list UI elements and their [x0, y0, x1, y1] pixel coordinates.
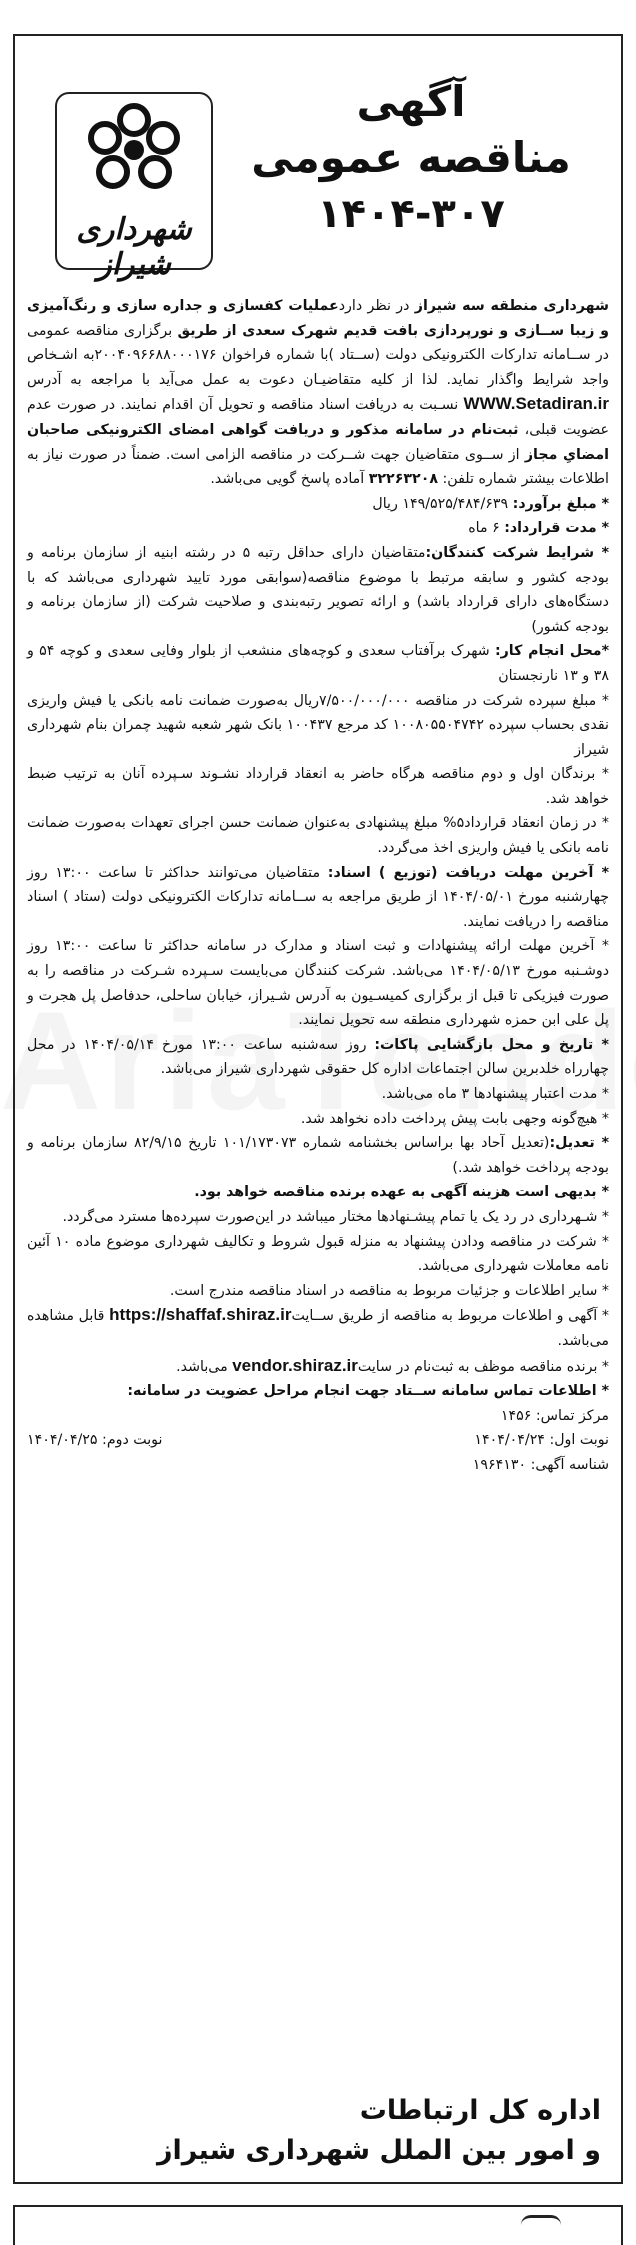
deposit-item: * مبلغ سپرده شرکت در مناقصه ۷/۵۰۰/۰۰۰/۰۰۰ریال به‌صورت ضمانت نامه بانکی یا فیش واریزی نقدی بحساب سپرده ۱۰۰۸۰۵۵۰۴۷۴۲ کد مرجع ۱۰۰۴۳۷ بانک شهر شعبه شهید چمران بنام شهرداری شیراز: [27, 692, 609, 758]
place-item: [27, 639, 609, 688]
call-center: مرکز تماس: ۱۴۵۶: [500, 1407, 609, 1424]
conditions-label: * شرایط شرکت کنندگان:: [425, 544, 609, 561]
footer-line-2: و امور بین الملل شهرداری شیراز: [156, 2135, 601, 2166]
opening-value: روز سه‌شنبه ساعت ۱۳:۰۰ مورخ ۱۴۰۴/۰۵/۱۴ در محل چهارراه خلدبرین سالن اجتماعات اداره کل حقوقی شهرداری شیراز می‌باشد.: [27, 1036, 609, 1078]
duration-value: ۶ ماه: [468, 520, 505, 537]
shaffaf-text: * آگهی و اطلاعات مربوط به مناقصه از طریق ســایت: [291, 1308, 610, 1325]
guarantee-item: * در زمان انعقاد قرارداد۵% مبلغ پیشنهادی به‌عنوان ضمانت حسن اجرای تعهدات به‌صورت ضمانت نامه بانکی یا فیش واریزی اخذ می‌گردد.: [27, 815, 610, 857]
estimate-item: [27, 492, 609, 517]
other-info-item: * سایر اطلاعات و جزئیات مربوط به مناقصه در اسناد مناقصه مندرج است.: [169, 1282, 609, 1299]
intro-text-2: برگزاری مناقصه عمومی در ســامانه تدارکات الکترونیکی دولت (ســتاد )با شماره فراخوان ۲۰۰۴۰۹۶۶۸۸۰۰۰۱۷۶به اشـخاص واجد شرایط واگذار نماید. لذا از کلیه متقاضیـان دعوت به عمل می‌آید با مراجعه به آدرس: [27, 322, 609, 388]
ad-title: آگهی: [356, 77, 466, 126]
logo-text: شهرداری شیراز: [76, 212, 192, 282]
opening-label: * تاریخ و محل بازگشایی پاکات:: [374, 1036, 609, 1053]
setadiran-link[interactable]: WWW.Setadiran.ir: [463, 394, 609, 414]
intro-text-1: در نظر دارد: [338, 298, 415, 314]
ad-body: [27, 294, 609, 1478]
footer-line-1: اداره کل ارتباطات: [359, 2095, 601, 2126]
place-value: شهرک برآفتاب سعدی و کوچه‌های منشعب از بلوار وفایی سعدی و کوچه ۵۴ و ۳۸ و ۱۳ نارنجستان: [27, 643, 609, 684]
contact-label: * اطلاعات تماس سامانه ســتاد جهت انجام مراحل عضویت در سامانه:: [127, 1383, 609, 1400]
receive-value: متقاضیان می‌توانند حداکثر تا ساعت ۱۳:۰۰ روز چهارشنبه مورخ ۱۴۰۴/۰۵/۰۱ از طریق مراجعه به ســامانه تدارکات الکترونیکی دولت (ستاد ) اسناد مناقصه را دریافت نمایند.: [27, 864, 610, 930]
duration-label: * مدت قرارداد:: [504, 520, 609, 537]
organizer: شهرداری منطقه سه شیراز: [414, 298, 609, 314]
intro-paragraph: [27, 294, 609, 492]
vendor-text-2: می‌باشد.: [176, 1358, 233, 1375]
adjustment-value: (تعدیل آحاد بها براساس بخشنامه شماره ۱۰۱/۱۷۳۰۷۳ تاریخ ۸۲/۹/۱۵ سازمان برنامه و بودجه پرداخت خواهد شد.): [27, 1135, 609, 1176]
shiraz-municipality-logo: [55, 92, 213, 282]
phone-number: ۳۲۲۶۳۲۰۸: [368, 471, 439, 488]
next-ad-edge: [13, 2205, 623, 2245]
ad-id: شناسه آگهی: ۱۹۶۴۱۳۰: [472, 1456, 609, 1473]
first-turn: نوبت اول: ۱۴۰۴/۰۴/۲۴: [474, 1432, 609, 1449]
validity-item: * مدت اعتبار پیشنهادها ۳ ماه می‌باشد.: [381, 1086, 609, 1102]
conditions-item: [27, 541, 609, 639]
place-label: *محل انجام کار:: [494, 643, 609, 660]
conditions-value: متقاضیان دارای حداقل رتبه ۵ در رشته ابنیه از سازمان برنامه و بودجه کشور و سابقه مرتبط با موضوع مناقصه(سوابقی مورد تایید شهرداری می‌باشد که با دستگاه‌های دارای قرارداد باشد) و ارائه تصویر رتبه‌بندی و صلاحیت شرکت (از سازمان برنامه و بودجه کشور): [27, 544, 609, 635]
second-turn: نوبت دوم: ۱۴۰۴/۰۴/۲۵: [27, 1432, 163, 1449]
receive-docs-item: [27, 861, 609, 935]
project-subject: عملیات کفسازی و جداره سازی و رنگ‌آمیزی و زیبا ســازی و نورپردازی بافت قدیم شهرک سعدی از طریق: [27, 298, 609, 339]
tender-ad: [13, 34, 623, 2184]
intro-text-5: آماده پاسخ گویی می‌باشد.: [210, 471, 369, 488]
adjustment-item: [27, 1131, 609, 1180]
receive-label: * آخرین مهلت دریافت (توزیع ) اسناد:: [327, 864, 609, 881]
submit-item: * آخرین مهلت ارائه پیشنهادات و ثبت اسناد و مدارک در سامانه حداکثر تا ساعت ۱۳:۰۰ روز دوشـنبه مورخ ۱۴۰۴/۰۵/۱۳ می‌باشد. شرکت کنندگان می‌بایست سـپرده شـرکت در مناقصه را به صورت فیزیکی تا قبل از برگزاری کمیسـیون به آدرس شـیراز، خیابان ساحلی، حدفاصل پل هجرت و پل علی ابن حمزه شهرداری منطقه سه تحویل نمایند.: [27, 938, 610, 1029]
shaffaf-link[interactable]: https://shaffaf.shiraz.ir: [109, 1305, 292, 1325]
adjustment-label: * تعدیل:: [549, 1135, 609, 1152]
ad-footer: [27, 2091, 609, 2171]
estimate-value: ۱۴۹/۵۲۵/۴۸۴/۶۳۹ ریال: [372, 495, 513, 512]
shaffaf-item: [27, 1303, 609, 1353]
ad-titles: [231, 74, 591, 242]
vendor-item: [27, 1354, 609, 1380]
duration-item: [27, 516, 609, 541]
flower-emblem-icon: [75, 102, 193, 202]
registration-requirement: ثبت‌نام در سامانه مذکور و دریافت گواهی امضای الکترونیکی صاحبان امضایِ مجاز: [27, 421, 609, 463]
tender-number: ۱۴۰۴-۳۰۷: [317, 191, 505, 237]
vendor-link[interactable]: vendor.shiraz.ir: [232, 1355, 358, 1375]
intro-text-4: از ســوی متقاضیان جهت شــرکت در مناقصه الزامی است. ضمناً در صورت نیاز به اطلاعات بیشتر شماره تلفن:: [27, 446, 609, 488]
estimate-label: * مبلغ برآورد:: [512, 495, 609, 512]
shaffaf-text-2: قابل مشاهده می‌باشد.: [27, 1308, 609, 1349]
reject-item: * شـهرداری در رد یک یا تمام پیشـنهادها مختار میباشد در این‌صورت سپرده‌ها مسترد می‌گردد.: [62, 1208, 609, 1225]
vendor-text: * برنده مناقصه موظف به ثبت‌نام در سایت: [357, 1358, 609, 1375]
next-ad-corner: [521, 2215, 561, 2226]
prepayment-item: * هیچ‌گونه وجهی بابت پیش پرداخت داده نخواهد شد.: [300, 1110, 609, 1127]
ad-subtitle: مناقصه عمومی: [251, 133, 571, 182]
ad-header: [25, 54, 611, 284]
acceptance-item: * شرکت در مناقصه ودادن پیشنهاد به منزله قبول شروط و تکالیف شهرداری موضوع ماده ۱۰ آئین نامه معاملات شهرداری می‌باشد.: [27, 1233, 609, 1275]
intro-text-3: نسـبت به دریافت اسناد مناقصه و تحویل آن اقدام نمایند. در صورت عدم عضویت قبلی،: [27, 397, 609, 438]
publish-turns: [27, 1428, 609, 1453]
opening-item: [27, 1033, 609, 1082]
ad-cost-item: * بدیهی است هزینه آگهی به عهده برنده مناقصه خواهد بود.: [194, 1184, 609, 1201]
forfeit-item: * برندگان اول و دوم مناقصه هرگاه حاضر به انعقاد قرارداد نشـوند سـپرده آنان به ترتیب ضبط خواهد شد.: [27, 766, 609, 807]
